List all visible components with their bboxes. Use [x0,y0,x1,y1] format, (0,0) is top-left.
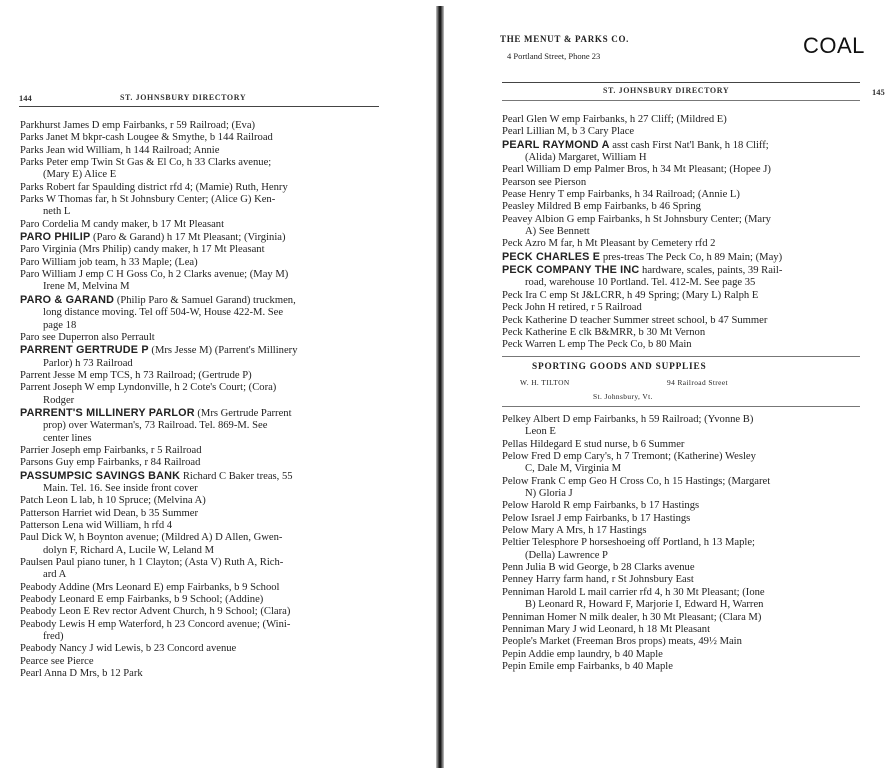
header-rule-bottom [502,100,860,101]
entry-text: Parrier Joseph emp Fairbanks, r 5 Railroad [20,444,202,456]
directory-entry [502,636,770,648]
directory-entry [20,508,298,520]
directory-entry [502,177,782,189]
directory-entry [502,612,770,624]
directory-entry [20,619,298,631]
entry-text: People's Market (Freeman Bros props) meats, 49½ Main [502,636,742,648]
entry-text: Pearl William D emp Palmer Bros, h 34 Mt Pleasant; (Hopee J) [502,164,771,176]
entry-text: Peavey Albion G emp Fairbanks, h St Johnsbury Center; (Mary [502,213,771,225]
directory-entry [20,332,298,344]
directory-entry [502,201,782,213]
directory-entry [502,339,782,351]
entry-text: Penniman Mary J wid Leonard, h 18 Mt Pleasant [502,623,711,635]
entry-text: Patterson Harriet wid Dean, b 35 Summer [20,507,198,519]
left-page [0,0,430,772]
entry-text: hardware, scales, paints, 39 Rail- [639,265,783,277]
entry-continuation: C, Dale M, Virginia M [525,463,622,475]
directory-entry [502,500,770,512]
entry-text: Penniman Homer N milk dealer, h 30 Mt Pleasant; (Clara M) [502,611,762,623]
directory-entry [20,344,298,357]
page-number: 144 [19,93,32,103]
entry-continuation: Parlor) h 73 Railroad [43,357,133,369]
entry-bold-name: PARRENT GERTRUDE P [20,344,149,357]
directory-entry [502,164,782,176]
directory-entry [20,445,298,457]
directory-entry [502,114,782,126]
entry-text: Peabody Leonard E emp Fairbanks, b 9 School; (Addine) [20,594,264,606]
directory-entry [502,238,782,250]
entry-continuation: A) See Bennett [525,226,590,238]
directory-entry [20,668,298,680]
entry-text: Penniman Harold L mail carrier rfd 4, h 30 Mt Pleasant; (Ione [502,586,765,598]
entry-text: Parkhurst James D emp Fairbanks, r 59 Railroad; (Eva) [20,120,256,131]
entry-text: Pearl Lillian M, b 3 Cary Place [502,126,635,138]
directory-entry [20,120,298,132]
entry-text: Paul Dick W, h Boynton avenue; (Mildred A) D Allen, Gwen- [20,532,283,544]
sporting-goods-ad-name: W. H. TILTON [520,378,570,387]
directory-entry [20,370,298,382]
directory-entry [20,532,298,544]
entry-continuation: (Alida) Margaret, William H [525,152,647,164]
directory-entry [20,132,298,144]
entry-text: Pepin Addie emp laundry, b 40 Maple [502,648,663,660]
entry-text: Paro William job team, h 33 Maple; (Lea) [20,256,198,268]
entry-text: Peck Katherine D teacher Summer street school, b 47 Summer [502,314,768,326]
directory-entry [502,264,782,277]
entry-bold-name: PASSUMPSIC SAVINGS BANK [20,469,181,482]
advertiser-name: THE MENUT & PARKS CO. [500,34,630,44]
entry-text: Peck Katherine E clk B&MRR, b 30 Mt Vernon [502,326,706,338]
entry-text: Pearl Glen W emp Fairbanks, h 27 Cliff; (Mildred E) [502,114,727,125]
directory-entry [502,327,782,339]
directory-entry [20,231,298,244]
entry-continuation: (Mary E) Alice E [43,169,117,181]
directory-listing-bottom [502,414,770,673]
entry-continuation: Rodger [43,394,75,406]
directory-entry [502,649,770,661]
directory-entry [502,476,770,488]
directory-entry [502,290,782,302]
directory-entry [20,557,298,569]
entry-text: Paro Cordelia M candy maker, b 17 Mt Pleasant [20,218,225,230]
entry-continuation: prop) over Waterman's, 73 Railroad. Tel. 869-M. See [43,420,268,432]
entry-text: Pepin Emile emp Fairbanks, b 40 Maple [502,660,673,672]
directory-entry [20,257,298,269]
entry-bold-name: PECK COMPANY THE INC [502,264,640,277]
entry-text: Patch Leon L lab, h 10 Spruce; (Melvina A) [20,495,206,507]
entry-text: Parrent Jesse M emp TCS, h 73 Railroad; (Gertrude P) [20,369,252,381]
directory-entry [502,139,782,152]
entry-text: Pease Henry T emp Fairbanks, h 34 Railroad; (Annie L) [502,189,740,201]
directory-entry [20,520,298,532]
entry-text: Pearson see Pierson [502,176,587,188]
directory-entry [20,495,298,507]
entry-text: Parsons Guy emp Fairbanks, r 84 Railroad [20,457,201,469]
entry-text: asst cash First Nat'l Bank, h 18 Cliff; [609,139,769,151]
directory-entry [20,294,298,307]
entry-text: Penney Harry farm hand, r St Johnsbury East [502,574,694,586]
entry-text: Pelow Frank C emp Geo H Cross Co, h 15 Hastings; (Margaret [502,475,771,487]
directory-listing [20,120,298,680]
entry-text: Peck Azro M far, h Mt Pleasant by Cemetery rfd 2 [502,238,716,250]
entry-text: Paro William J emp C H Goss Co, h 2 Clarks avenue; (May M) [20,269,289,281]
directory-listing-top [502,114,782,352]
directory-entry [502,574,770,586]
entry-text: Pelow Harold R emp Fairbanks, b 17 Hastings [502,500,700,512]
sporting-goods-ad-title: SPORTING GOODS AND SUPPLIES [532,362,707,372]
entry-continuation: Leon E [525,426,556,438]
entry-text: (Mrs Jesse M) (Parrent's Millinery [148,345,298,357]
entry-text: Peltier Telesphore P horseshoeing off Portland, h 13 Maple; [502,537,755,549]
entry-text: Penn Julia B wid George, b 28 Clarks avenue [502,562,695,574]
directory-entry [20,182,298,194]
directory-entry [502,661,770,673]
entry-text: Paulsen Paul piano tuner, h 1 Clayton; (Asta V) Ruth A, Rich- [20,557,284,569]
right-page [440,0,892,772]
ad-rule-bottom [502,406,860,407]
directory-entry [20,244,298,256]
directory-entry [502,315,782,327]
running-head: ST. JOHNSBURY DIRECTORY [603,86,730,95]
entry-text: Parks Peter emp Twin St Gas & El Co, h 33 Clarks avenue; [20,157,272,169]
entry-text: Peabody Leon E Rev rector Advent Church, h 9 School; (Clara) [20,606,291,618]
entry-continuation: Irene M, Melvina M [43,281,130,293]
entry-text: Paro Virginia (Mrs Philip) candy maker, h 17 Mt Pleasant [20,244,265,256]
entry-text: Peck Warren L emp The Peck Co, b 80 Main [502,339,692,351]
entry-bold-name: PARRENT'S MILLINERY PARLOR [20,406,195,419]
entry-text: Peasley Mildred B emp Fairbanks, b 46 Spring [502,201,701,213]
directory-entry [20,407,298,420]
entry-bold-name: PECK CHARLES E [502,250,601,263]
entry-text: Pelow Mary A Mrs, h 17 Hastings [502,525,647,537]
directory-entry [502,251,782,264]
entry-text: Peck John H retired, r 5 Railroad [502,302,642,314]
entry-text: Peabody Lewis H emp Waterford, h 23 Concord avenue; (Wini- [20,618,291,630]
directory-entry [20,606,298,618]
entry-continuation: road, warehouse 10 Portland. Tel. 412-M. See page 35 [525,277,756,289]
entry-text: Parks Janet M bkpr-cash Lougee & Smythe, b 144 Railroad [20,132,273,144]
entry-text: Pelkey Albert D emp Fairbanks, h 59 Railroad; (Yvonne B) [502,414,754,425]
directory-entry [20,219,298,231]
entry-continuation: fred) [43,631,64,643]
directory-entry [20,594,298,606]
entry-text: Pellas Hildegard E stud nurse, b 6 Summer [502,438,685,450]
directory-entry [20,656,298,668]
entry-text: Parks Jean wid William, h 144 Railroad; Annie [20,144,220,156]
entry-text: Pelow Fred D emp Cary's, h 7 Tremont; (Katherine) Wesley [502,451,756,463]
entry-continuation: neth L [43,206,71,218]
entry-text: (Mrs Gertrude Parrent [194,407,292,419]
directory-entry [502,537,770,549]
directory-entry [502,302,782,314]
entry-text: Peabody Nancy J wid Lewis, b 23 Concord avenue [20,643,237,655]
entry-text: Peck Ira C emp St J&LCRR, h 49 Spring; (Mary L) Ralph E [502,289,759,301]
entry-continuation: B) Leonard R, Howard F, Marjorie I, Edward H, Warren [525,599,764,611]
directory-entry [20,470,298,483]
entry-text: Richard C Baker treas, 55 [180,470,293,482]
directory-entry [502,587,770,599]
entry-text: Parrent Joseph W emp Lyndonville, h 2 Cote's Court; (Cora) [20,382,277,394]
advertiser-address: 4 Portland Street, Phone 23 [507,51,601,61]
entry-text: Parks W Thomas far, h St Johnsbury Center; (Alice G) Ken- [20,194,276,206]
page-number: 145 [872,87,885,97]
entry-text: Parks Robert far Spaulding district rfd 4; (Mamie) Ruth, Henry [20,181,288,193]
entry-text: Paro see Duperron also Perrault [20,331,155,343]
directory-entry [502,525,770,537]
entry-continuation: long distance moving. Tel off 504-W, House 422-M. See [43,307,284,319]
header-rule-top [502,82,860,83]
sporting-goods-ad-city: St. Johnsbury, Vt. [593,392,653,401]
directory-entry [502,562,770,574]
directory-entry [502,189,782,201]
entry-continuation: N) Gloria J [525,488,573,500]
directory-entry [502,126,782,138]
directory-entry [20,194,298,206]
entry-continuation: ard A [43,569,67,581]
entry-continuation: page 18 [43,319,77,331]
entry-text: Peabody Addine (Mrs Leonard E) emp Fairbanks, b 9 School [20,581,280,593]
directory-entry [20,382,298,394]
directory-entry [20,457,298,469]
sporting-goods-ad-address: 94 Railroad Street [667,378,728,387]
entry-text: (Paro & Garand) h 17 Mt Pleasant; (Virginia) [90,232,286,244]
entry-text: Pelow Israel J emp Fairbanks, b 17 Hastings [502,512,691,524]
entry-text: Patterson Lena wid William, h rfd 4 [20,520,173,531]
entry-continuation: center lines [43,432,92,444]
directory-entry [20,157,298,169]
entry-continuation: (Della) Lawrence P [525,549,608,561]
entry-continuation: Main. Tel. 16. See inside front cover [43,482,198,494]
header-rule [19,106,379,107]
entry-text: (Philip Paro & Samuel Garand) truckmen, [114,294,296,306]
running-head: ST. JOHNSBURY DIRECTORY [120,93,247,102]
directory-entry [20,269,298,281]
entry-bold-name: PEARL RAYMOND A [502,138,610,151]
entry-continuation: dolyn F, Richard A, Lucile W, Leland M [43,544,214,556]
directory-entry [20,582,298,594]
directory-entry [502,439,770,451]
entry-bold-name: PARO & GARAND [20,293,115,306]
directory-entry [20,643,298,655]
directory-entry [502,414,770,426]
directory-entry [20,145,298,157]
directory-entry [502,214,782,226]
ad-rule-top [502,356,860,357]
directory-entry [502,624,770,636]
advertisement-coal: COAL [803,33,865,58]
directory-entry [502,513,770,525]
entry-text: Pearce see Pierce [20,655,94,667]
directory-entry [502,451,770,463]
entry-bold-name: PARO PHILIP [20,231,91,244]
entry-text: Pearl Anna D Mrs, b 12 Park [20,668,143,680]
entry-text: pres-treas The Peck Co, h 89 Main; (May) [600,251,783,263]
